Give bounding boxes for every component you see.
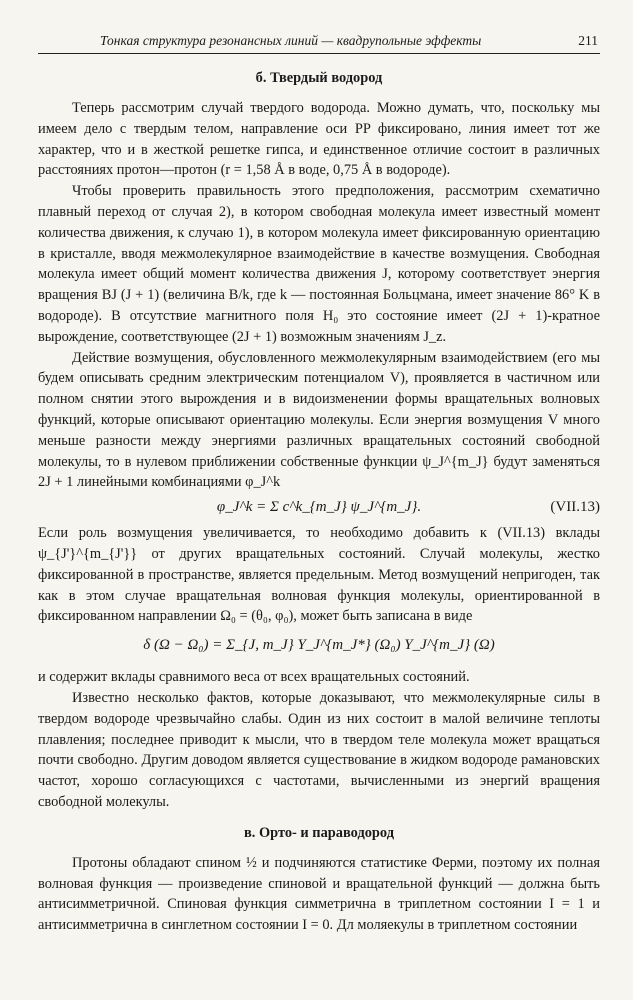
- section-heading-solid-hydrogen: б. Твердый водород: [255, 70, 383, 86]
- paragraph: и содержит вклады сравнимого веса от всех вращательных состояний.: [38, 669, 470, 686]
- paragraph: Известно несколько фактов, которые доказывают, что межмолекулярные силы в твердом водороде чрезвычайно слабы. Один из них состоит в малой величине теплоты плавления; последнее приводит к мысли, что в твердом теле молекула может вращаться почти свободно. Другим доводом является существование в жидком водороде рамановских частот, хорошо согласующихся с частотами, вычисленными из энергий вращения свободной молекулы.: [38, 689, 600, 810]
- paragraph: Протоны обладают спином ½ и подчиняются статистике Ферми, поэтому их полная волновая функция — произведение спиновой и вращательной функций — должна быть антисимметричной. Спиновая функция симметрична в триплетном состоянии I = 1 и антисимметрична в синглетном состоянии I = 0. Дл моляекулы в триплетном состоянии: [38, 854, 600, 934]
- equation-text: δ (Ω − Ω₀) = Σ_{J, m_J} Y_J^{m_J*} (Ω₀) Y_J^{m_J} (Ω): [143, 637, 495, 654]
- page-number: 211: [578, 33, 598, 48]
- paragraph: Действие возмущения, обусловленного межмолекулярным взаимодействием (его мы будем описывать средним электрическим потенциалом V), проявляется в частичном или полном снятии этого вырождения и в видоизменении формы вращательных волновых функций, которые описывают ориентацию молекулы. Если энергия возмущения V много меньше разности между энергиями различных вращательных состояний свободной молекулы, то в нулевом приближении собственные функции ψ_J^{m_J} будут заменяться 2J + 1 линейными комбинациями φ_J^k: [38, 349, 600, 491]
- equation-vii-13: [38, 493, 600, 523]
- page-body: [38, 68, 600, 936]
- running-header-title: Тонкая структура резонансных линий — квадрупольные эффекты: [100, 33, 482, 48]
- equation-text: φ_J^k = Σ c^k_{m_J} ψ_J^{m_J}.: [216, 499, 422, 516]
- equation-number: (VII.13): [550, 499, 600, 516]
- equation-delta-expansion: [38, 627, 600, 667]
- paragraph: Если роль возмущения увеличивается, то необходимо добавить к (VII.13) вклады ψ_{J'}^{m_{J'}} от других вращательных состояний. Случай молекулы, жестко фиксированной в пространстве, является предельным. Метод возмущений непригоден, так как в этом случае вращательная волновая функция молекулы, ориентированной в фиксированном направлении Ω₀ = (θ₀, φ₀), может быть записана в виде: [38, 525, 600, 625]
- running-header: [38, 33, 600, 54]
- paragraph: Чтобы проверить правильность этого предположения, рассмотрим схематично плавный переход от случая 2), в котором свободная молекула имеет известный момент количества движения, к случаю 1), в котором молекула имеет фиксированную ориентацию в кристалле, вводя межмолекулярное взаимодействие в качестве возмущения. Свободная молекула имеет общий момент количества движения J, которому соответствует энергия вращения BJ (J + 1) (величина B/k, где k — постоянная Больцмана, имеет значение 86° K в водороде). В отсутствие магнитного поля H₀ это состояние имеет (2J + 1)-кратное вырождение, соответствующее (2J + 1) возможным значениям J_z.: [38, 183, 600, 345]
- paragraph: Теперь рассмотрим случай твердого водорода. Можно думать, что, поскольку мы имеем дело с твердым телом, направление оси PP фиксировано, линия имеет тот же характер, что и в жесткой решетке гипса, и единственное отличие состоит в различных расстояниях протон—протон (r = 1,58 Å в воде, 0,75 Å в водороде).: [38, 100, 600, 179]
- section-heading-ortho-para: в. Орто- и параводород: [243, 824, 394, 841]
